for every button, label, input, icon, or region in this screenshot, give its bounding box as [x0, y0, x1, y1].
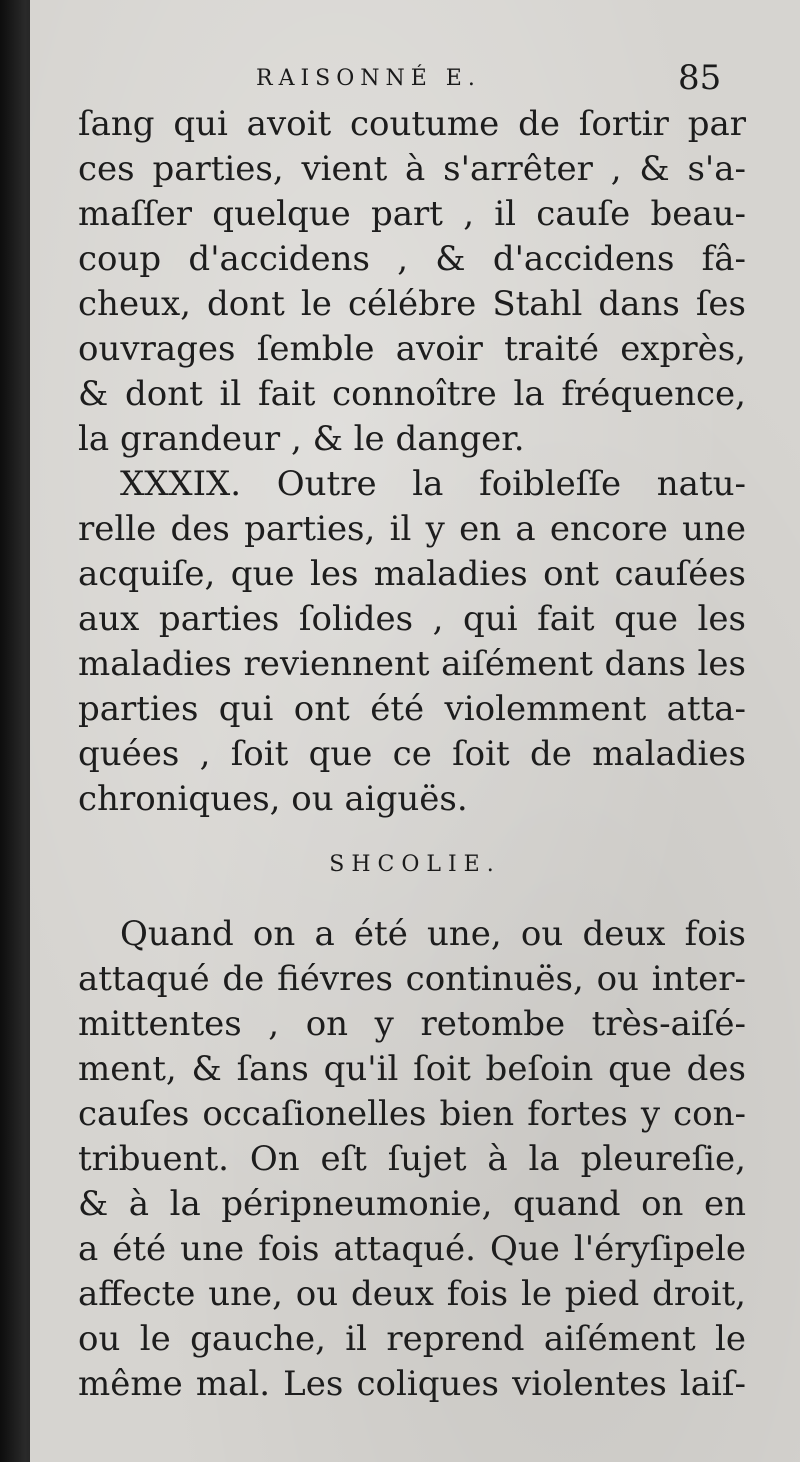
text-line: cauſes occaſionelles bien fortes y con- — [78, 1094, 746, 1134]
text-line: ou le gauche, il reprend aiſément le — [78, 1319, 746, 1359]
text-line: parties qui ont été violemment atta- — [78, 689, 746, 729]
running-head — [30, 58, 800, 98]
page-number: 85 — [678, 58, 722, 98]
text-line: Quand on a été une, ou deux fois — [120, 914, 746, 954]
text-line: ces parties, vient à s'arrêter , & s'a- — [78, 149, 746, 189]
text-line: maſſer quelque part , il cauſe beau- — [78, 194, 746, 234]
text-line: & dont il fait connoître la fréquence, — [78, 374, 746, 414]
text-line: acquiſe, que les maladies ont cauſées — [78, 554, 746, 594]
text-line: quées , ſoit que ce ſoit de maladies — [78, 734, 746, 774]
text-line: affecte une, ou deux fois le pied droit, — [78, 1274, 746, 1314]
text-line: tribuent. On eſt ſujet à la pleureſie, — [78, 1139, 746, 1179]
text-line: ſang qui avoit coutume de ſortir par — [78, 104, 746, 144]
text-line: relle des parties, il y en a encore une — [78, 509, 746, 549]
text-line: aux parties ſolides , qui fait que les — [78, 599, 746, 639]
text-line: a été une fois attaqué. Que l'éryſipele — [78, 1229, 746, 1269]
running-title: RAISONNÉ E. — [256, 66, 481, 91]
text-line: mittentes , on y retombe très-aiſé- — [78, 1004, 746, 1044]
text-line: XXXIX. Outre la foibleſſe natu- — [120, 464, 746, 504]
text-line: & à la péripneumonie, quand on en — [78, 1184, 746, 1224]
text-line: ment, & ſans qu'il ſoit beſoin que des — [78, 1049, 746, 1089]
text-line: chroniques, ou aiguës. — [78, 779, 468, 819]
text-line: cheux, dont le célébre Stahl dans ſes — [78, 284, 746, 324]
text-line: maladies reviennent aiſément dans les — [78, 644, 746, 684]
paragraph-1 — [78, 102, 746, 462]
book-page — [30, 0, 800, 1462]
text-line: ouvrages ſemble avoir traité exprès, — [78, 329, 746, 369]
paragraph-2 — [78, 462, 746, 822]
text-line: coup d'accidens , & d'accidens fâ- — [78, 239, 746, 279]
text-line: la grandeur , & le danger. — [78, 419, 525, 459]
paragraph-3 — [78, 912, 746, 1407]
text-line: même mal. Les coliques violentes laiſ- — [78, 1364, 746, 1404]
text-line: attaqué de fiévres continuës, ou inter- — [78, 959, 746, 999]
section-heading: SHCOLIE. — [329, 852, 501, 877]
